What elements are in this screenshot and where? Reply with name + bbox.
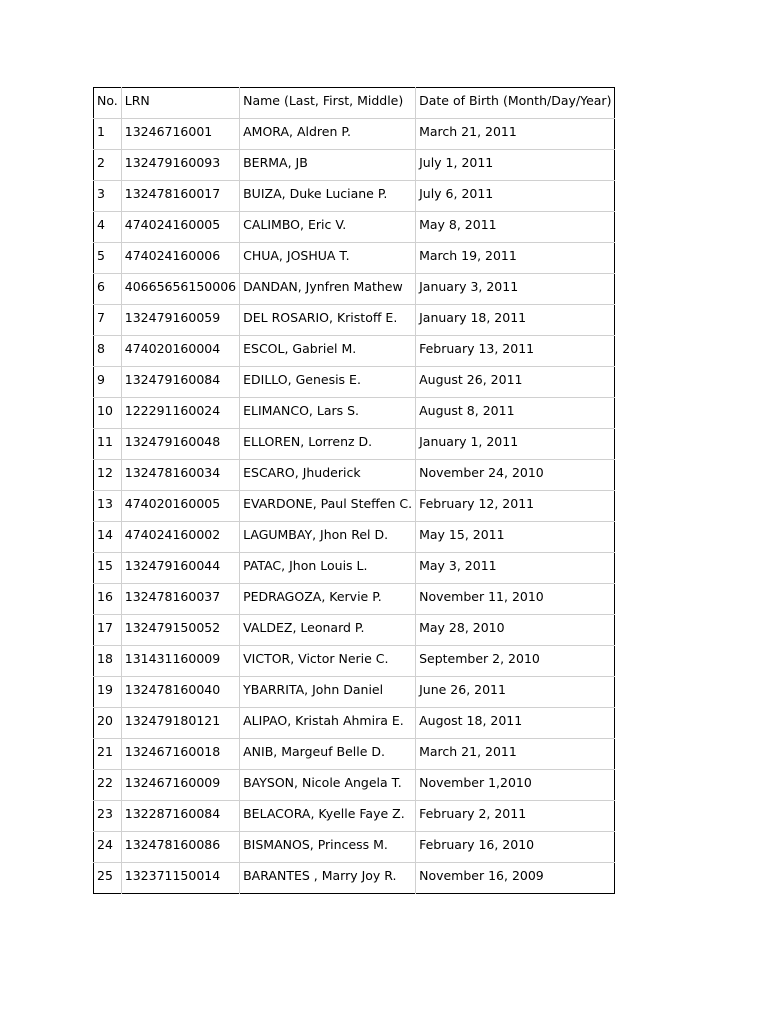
row-number-cell: 3 [94,181,122,212]
name-cell: ESCOL, Gabriel M. [240,336,416,367]
table-row [94,863,615,894]
table-row [94,274,615,305]
table-row [94,615,615,646]
name-cell: PEDRAGOZA, Kervie P. [240,584,416,615]
table-row [94,181,615,212]
lrn-cell: 474020160004 [121,336,239,367]
table-row [94,212,615,243]
table-body [94,119,615,894]
row-number-cell: 23 [94,801,122,832]
lrn-cell: 474020160005 [121,491,239,522]
table-row [94,243,615,274]
table-row [94,305,615,336]
table-row [94,119,615,150]
lrn-cell: 132479160093 [121,150,239,181]
row-number-cell: 20 [94,708,122,739]
student-roster-table [93,87,615,894]
table-row [94,429,615,460]
table-row [94,832,615,863]
date-of-birth-cell: February 16, 2010 [416,832,615,863]
table-row [94,367,615,398]
date-of-birth-cell: November 16, 2009 [416,863,615,894]
lrn-cell: 132478160034 [121,460,239,491]
lrn-cell: 474024160006 [121,243,239,274]
row-number-cell: 8 [94,336,122,367]
row-number-cell: 9 [94,367,122,398]
name-cell: PATAC, Jhon Louis L. [240,553,416,584]
date-of-birth-cell: January 18, 2011 [416,305,615,336]
date-of-birth-cell: February 13, 2011 [416,336,615,367]
date-of-birth-cell: August 8, 2011 [416,398,615,429]
table-row [94,708,615,739]
table-row [94,398,615,429]
table-row [94,522,615,553]
name-cell: DANDAN, Jynfren Mathew [240,274,416,305]
table-row [94,646,615,677]
name-cell: BAYSON, Nicole Angela T. [240,770,416,801]
lrn-cell: 132478160037 [121,584,239,615]
date-of-birth-cell: January 3, 2011 [416,274,615,305]
header-name: Name (Last, First, Middle) [240,88,416,119]
name-cell: AMORA, Aldren P. [240,119,416,150]
table-row [94,770,615,801]
name-cell: BARANTES , Marry Joy R. [240,863,416,894]
row-number-cell: 4 [94,212,122,243]
lrn-cell: 13246716001 [121,119,239,150]
name-cell: BELACORA, Kyelle Faye Z. [240,801,416,832]
row-number-cell: 10 [94,398,122,429]
name-cell: CALIMBO, Eric V. [240,212,416,243]
date-of-birth-cell: May 8, 2011 [416,212,615,243]
date-of-birth-cell: November 1,2010 [416,770,615,801]
header-lrn: LRN [121,88,239,119]
date-of-birth-cell: November 11, 2010 [416,584,615,615]
lrn-cell: 132479150052 [121,615,239,646]
row-number-cell: 21 [94,739,122,770]
date-of-birth-cell: May 3, 2011 [416,553,615,584]
table-row [94,460,615,491]
date-of-birth-cell: February 2, 2011 [416,801,615,832]
row-number-cell: 14 [94,522,122,553]
lrn-cell: 132479180121 [121,708,239,739]
name-cell: VICTOR, Victor Nerie C. [240,646,416,677]
table-row [94,336,615,367]
lrn-cell: 132478160086 [121,832,239,863]
lrn-cell: 132479160059 [121,305,239,336]
date-of-birth-cell: September 2, 2010 [416,646,615,677]
name-cell: BUIZA, Duke Luciane P. [240,181,416,212]
table-row [94,739,615,770]
date-of-birth-cell: June 26, 2011 [416,677,615,708]
lrn-cell: 474024160002 [121,522,239,553]
date-of-birth-cell: March 19, 2011 [416,243,615,274]
table-row [94,491,615,522]
row-number-cell: 6 [94,274,122,305]
row-number-cell: 1 [94,119,122,150]
row-number-cell: 11 [94,429,122,460]
lrn-cell: 474024160005 [121,212,239,243]
lrn-cell: 132479160048 [121,429,239,460]
lrn-cell: 132479160084 [121,367,239,398]
date-of-birth-cell: May 28, 2010 [416,615,615,646]
row-number-cell: 13 [94,491,122,522]
lrn-cell: 132478160017 [121,181,239,212]
lrn-cell: 132478160040 [121,677,239,708]
lrn-cell: 132467160009 [121,770,239,801]
date-of-birth-cell: May 15, 2011 [416,522,615,553]
table-row [94,150,615,181]
table-row [94,677,615,708]
name-cell: CHUA, JOSHUA T. [240,243,416,274]
row-number-cell: 24 [94,832,122,863]
date-of-birth-cell: November 24, 2010 [416,460,615,491]
row-number-cell: 17 [94,615,122,646]
date-of-birth-cell: Augost 18, 2011 [416,708,615,739]
name-cell: BISMANOS, Princess M. [240,832,416,863]
row-number-cell: 7 [94,305,122,336]
name-cell: EVARDONE, Paul Steffen C. [240,491,416,522]
lrn-cell: 132287160084 [121,801,239,832]
row-number-cell: 12 [94,460,122,491]
name-cell: BERMA, JB [240,150,416,181]
row-number-cell: 25 [94,863,122,894]
lrn-cell: 132479160044 [121,553,239,584]
name-cell: LAGUMBAY, Jhon Rel D. [240,522,416,553]
row-number-cell: 2 [94,150,122,181]
name-cell: YBARRITA, John Daniel [240,677,416,708]
date-of-birth-cell: March 21, 2011 [416,119,615,150]
row-number-cell: 18 [94,646,122,677]
header-no: No. [97,93,118,108]
date-of-birth-cell: July 6, 2011 [416,181,615,212]
lrn-cell: 132467160018 [121,739,239,770]
row-number-cell: 22 [94,770,122,801]
date-of-birth-cell: March 21, 2011 [416,739,615,770]
date-of-birth-cell: February 12, 2011 [416,491,615,522]
row-number-cell: 15 [94,553,122,584]
date-of-birth-cell: August 26, 2011 [416,367,615,398]
name-cell: DEL ROSARIO, Kristoff E. [240,305,416,336]
date-of-birth-cell: January 1, 2011 [416,429,615,460]
lrn-cell: 132371150014 [121,863,239,894]
row-number-cell: 16 [94,584,122,615]
table-row [94,801,615,832]
lrn-cell: 131431160009 [121,646,239,677]
name-cell: ALIPAO, Kristah Ahmira E. [240,708,416,739]
row-number-cell: 5 [94,243,122,274]
table-header-row [94,88,615,119]
name-cell: ELLOREN, Lorrenz D. [240,429,416,460]
name-cell: ESCARO, Jhuderick [240,460,416,491]
name-cell: ELIMANCO, Lars S. [240,398,416,429]
lrn-cell: 122291160024 [121,398,239,429]
lrn-cell: 40665656150006 [121,274,239,305]
row-number-cell: 19 [94,677,122,708]
name-cell: ANIB, Margeuf Belle D. [240,739,416,770]
table-row [94,584,615,615]
name-cell: EDILLO, Genesis E. [240,367,416,398]
header-date-of-birth: Date of Birth (Month/Day/Year) [416,88,615,119]
table-row [94,553,615,584]
date-of-birth-cell: July 1, 2011 [416,150,615,181]
name-cell: VALDEZ, Leonard P. [240,615,416,646]
